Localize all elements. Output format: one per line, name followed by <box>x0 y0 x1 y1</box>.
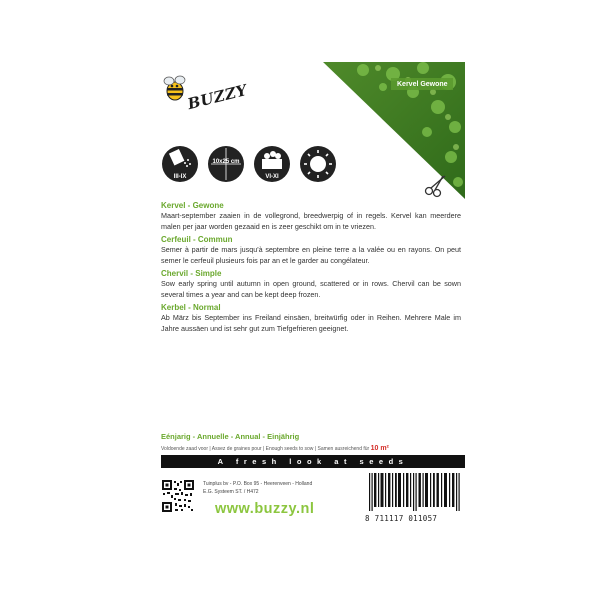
scissors-icon <box>423 172 449 198</box>
section-title-en: Chervil - Simple <box>161 269 222 278</box>
growing-icons <box>161 143 337 185</box>
harvest-badge <box>253 143 291 185</box>
harvest-label: VI-XI <box>265 174 279 180</box>
section-title-de: Kerbel - Normal <box>161 303 221 312</box>
section-body-en: Sow early spring until autumn in open ground, scattered or in rows. Chervil can be sown several times a year and can be kept deep frozen. <box>161 279 461 299</box>
enough-seeds-value: 10 m² <box>370 445 389 452</box>
spacing-badge <box>207 143 245 185</box>
barcode <box>367 473 463 511</box>
sowing-badge <box>161 143 199 185</box>
seed-packet-back <box>145 60 465 540</box>
tagline: A fresh look at seeds <box>217 457 409 466</box>
instructions <box>161 198 461 334</box>
section-title-nl: Kervel - Gewone <box>161 201 224 210</box>
tagline-bar <box>161 455 465 468</box>
sun-badge <box>299 143 337 185</box>
website-url: www.buzzy.nl <box>215 501 315 517</box>
section-body-de: Ab März bis September ins Freiland einsäen, breitwürfig oder in Reihen. Mehrere Male im Jahre aussäen und ist sehr gut zum Tiefgefrieren geeignet. <box>161 313 461 333</box>
barcode-number: 8 711117 011057 <box>365 514 438 523</box>
sun-icon <box>299 143 337 185</box>
spacing-label: 10x25 cm <box>212 159 240 165</box>
logo-text: BUZZY <box>185 80 250 114</box>
sowing-label: III-IX <box>173 174 187 180</box>
annual-label: Eénjarig - Annuelle - Annual - Einjährig <box>161 432 300 441</box>
product-name-label: Kervel Gewone <box>397 81 448 88</box>
enough-seeds-line <box>161 445 389 452</box>
buzzy-logo <box>161 74 251 114</box>
section-title-fr: Cerfeuil - Commun <box>161 235 233 244</box>
section-body-nl: Maart-september zaaien in de vollegrond, breedwerpig of in regels. Kervel kan meerdere malen per jaar worden gezaaid en is zeer geschikt om in te vriezen. <box>161 211 461 231</box>
company-code: E.G. Systeem ST. / H472 <box>203 489 259 495</box>
section-body-fr: Semer à partir de mars jusqu'à septembre en pleine terre a la valée ou en rayons. On peut semer le cerfeuil plusieurs fois par an et le garder au congélateur. <box>161 245 461 265</box>
enough-seeds-text: Voldoende zaad voor | Assez de graines pour | Enough seeds to sow | Samen ausreichend für <box>161 446 370 452</box>
company-address: Tuinplus bv - P.O. Box 95 - Heerenveen - Holland <box>203 481 313 487</box>
qr-code <box>161 479 195 513</box>
